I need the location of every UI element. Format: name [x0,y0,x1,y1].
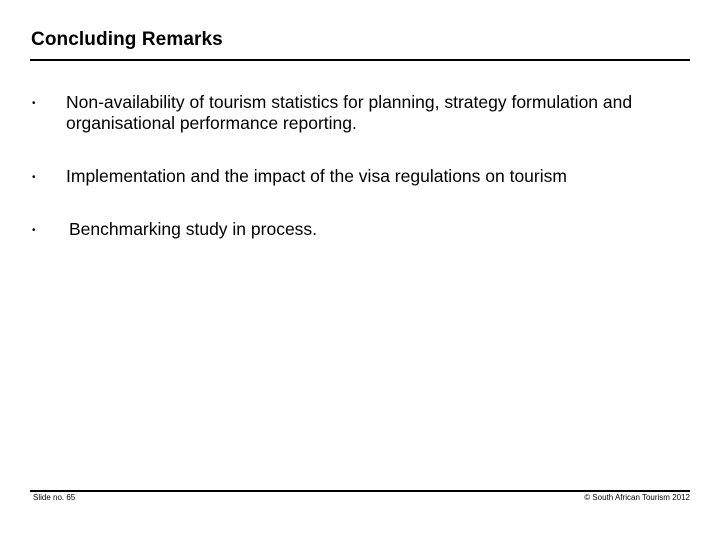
bullet-marker: • [32,225,36,236]
bullet-text: Non-availability of tourism statistics for planning, strategy formulation and organisational performance reporting. [66,92,633,133]
title-divider [30,59,690,61]
slide-number: Slide no. 65 [33,493,76,502]
bullet-text: Benchmarking study in process. [69,219,318,239]
slide-title: Concluding Remarks [31,29,223,50]
bullet-marker: • [32,172,36,183]
bullet-text: Implementation and the impact of the visa regulations on tourism [66,166,567,186]
copyright-notice: © South African Tourism 2012 [584,493,690,502]
bullet-marker: • [32,98,36,109]
footer-divider [30,490,690,492]
